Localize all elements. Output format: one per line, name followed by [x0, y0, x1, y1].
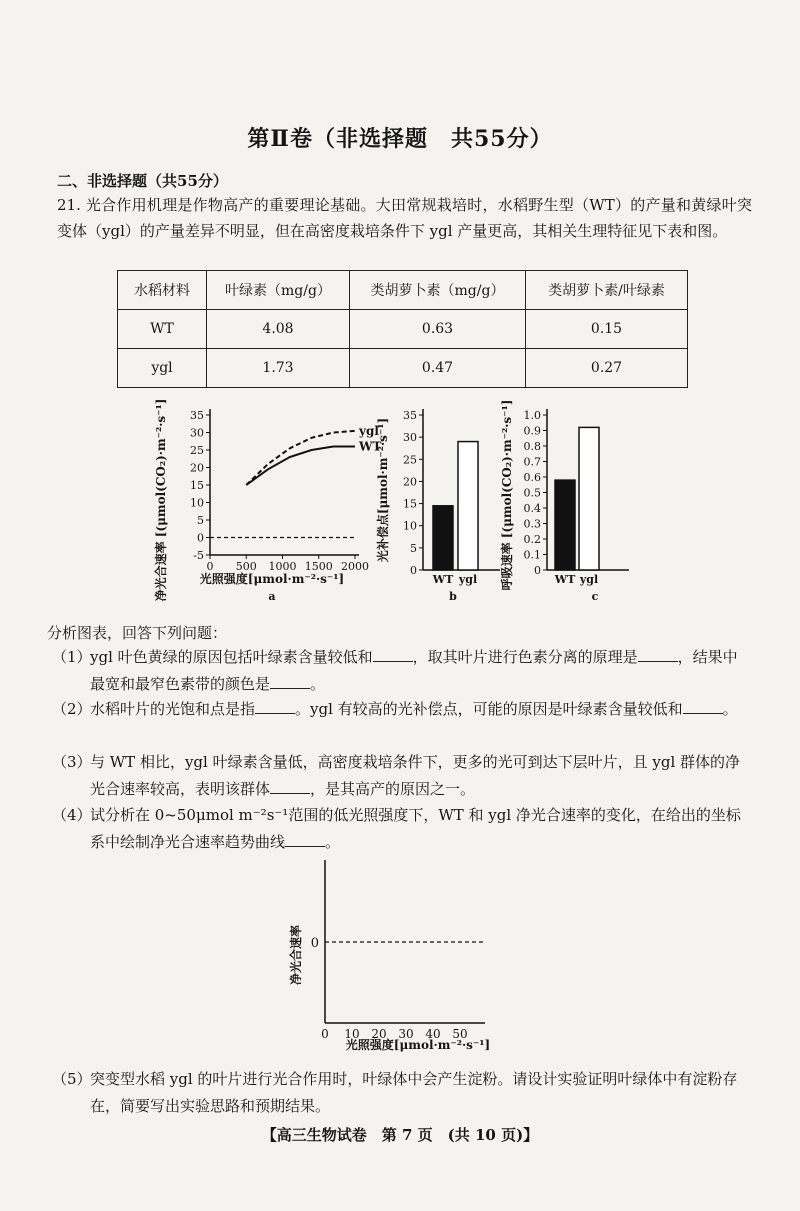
x-tick-label: 0	[321, 1027, 329, 1041]
bar-ygl	[458, 442, 478, 570]
x-tick-label: 2000	[341, 560, 369, 573]
table-header: 水稻材料	[118, 271, 207, 310]
q2-text: 水稻叶片的光饱和点是指	[90, 700, 256, 718]
y-tick-label: 0	[534, 564, 541, 577]
x-tick-label: 50	[452, 1027, 468, 1041]
chart-d-xlabel: 光照强度[μmol·m⁻²·s⁻¹]	[345, 1038, 491, 1052]
subquestion-3	[52, 749, 752, 803]
subquestion-number: （4）	[52, 806, 92, 824]
series-line-ygl	[246, 431, 355, 485]
subquestion-2	[52, 696, 752, 723]
y-tick-label: 0.3	[523, 517, 541, 531]
chart-a	[140, 398, 382, 605]
x-tick-label: 0	[206, 560, 214, 573]
q3-text: ，是其高产的原因之一。	[310, 780, 476, 798]
y-tick-label: 1.0	[523, 409, 541, 422]
chart-d-ylabel: 净光合速率	[289, 924, 303, 986]
chart-d[interactable]	[280, 855, 510, 1055]
q2-text: 。	[722, 700, 738, 718]
subquestion-1	[52, 644, 752, 698]
zero-label: 0	[310, 936, 319, 951]
chart-c	[497, 400, 632, 605]
bar-ygl	[579, 427, 599, 570]
x-tick-label: 1500	[304, 560, 333, 573]
x-tick-label: ygl	[579, 573, 599, 586]
answer-blank[interactable]	[270, 674, 310, 689]
chart-c-title: c	[591, 590, 599, 603]
table-cell: 1.73	[207, 349, 350, 388]
y-tick-label: 0.4	[523, 502, 541, 515]
q1-text: ygl 叶色黄绿的原因包括叶绿素含量较低和	[90, 648, 373, 666]
y-tick-label: 0.5	[523, 486, 541, 500]
chart-a-ylabel: 净光合速率 [(μmol(CO₂)·m⁻²·s⁻¹]	[154, 398, 168, 602]
y-tick-label: 0	[197, 531, 204, 545]
table-cell: 0.15	[526, 310, 688, 349]
table-cell: ygl	[118, 349, 207, 388]
y-tick-label: 15	[190, 479, 204, 492]
q2-text: 。ygl 有较高的光补偿点，可能的原因是叶绿素含量较低和	[295, 700, 683, 718]
y-tick-label: 35	[190, 409, 204, 422]
y-tick-label: 15	[403, 497, 417, 511]
y-tick-label: 25	[190, 444, 204, 457]
subquestion-number: （2）	[52, 700, 92, 718]
table-row	[118, 310, 688, 349]
q4-text: 。	[325, 833, 341, 851]
answer-blank[interactable]	[255, 699, 295, 714]
x-tick-label: 30	[398, 1027, 414, 1041]
bar-WT	[555, 480, 575, 570]
answer-blank[interactable]	[683, 699, 723, 714]
y-tick-label: 25	[403, 453, 417, 467]
q1-text: ，结果中最宽和最窄色素带的颜色是	[90, 648, 738, 693]
chart-a-xlabel: 光照强度[μmol·m⁻²·s⁻¹]	[199, 572, 345, 586]
section-heading: 二、非选择题（共55分）	[57, 172, 228, 190]
y-tick-label: 35	[403, 409, 417, 422]
chart-b-ylabel: 光补偿点[μmol·m⁻²·s⁻¹]	[376, 417, 390, 563]
x-tick-label: 20	[371, 1027, 387, 1041]
y-tick-label: -5	[193, 549, 204, 562]
y-tick-label: 30	[190, 426, 204, 440]
answer-blank[interactable]	[270, 779, 310, 794]
question-intro: 21. 光合作用机理是作物高产的重要理论基础。大田常规栽培时，水稻野生型（WT）的产量和黄绿叶突变体（ygl）的产量差异不明显，但在高密度栽培条件下 ygl 产量更高，其相关生理特征见下表和图。	[57, 196, 752, 240]
subquestion-5	[52, 1066, 752, 1120]
y-tick-label: 5	[197, 514, 204, 527]
y-tick-label: 0.9	[523, 424, 541, 438]
table-header: 类胡萝卜素/叶绿素	[526, 271, 688, 310]
chart-b	[375, 400, 505, 605]
data-table	[117, 270, 688, 388]
answer-blank[interactable]	[285, 832, 325, 847]
x-tick-label: WT	[554, 573, 576, 586]
table-row	[118, 349, 688, 388]
table-header: 叶绿素（mg/g）	[207, 271, 350, 310]
q1-text: 。	[310, 675, 326, 693]
x-tick-label: ygl	[458, 573, 478, 586]
y-tick-label: 0.2	[523, 533, 541, 546]
q4-text: 试分析在 0~50μmol m⁻²s⁻¹范围的低光照强度下，WT 和 ygl 净光合速率的变化，在给出的坐标系中绘制净光合速率趋势曲线	[90, 806, 741, 851]
x-tick-label: WT	[432, 573, 454, 586]
table-cell: 0.63	[350, 310, 526, 349]
y-tick-label: 5	[410, 541, 417, 555]
y-tick-label: 0	[410, 564, 417, 577]
answer-blank[interactable]	[638, 647, 678, 662]
x-tick-label: 10	[344, 1027, 360, 1041]
series-label-WT: WT	[359, 439, 382, 454]
subquestion-number: （1）	[52, 648, 92, 666]
series-label-ygl: ygl	[359, 423, 379, 438]
answer-blank[interactable]	[373, 647, 413, 662]
y-tick-label: 0.8	[523, 440, 541, 453]
y-tick-label: 20	[190, 461, 204, 475]
x-tick-label: 1000	[268, 560, 297, 573]
q3-text: 与 WT 相比，ygl 叶绿素含量低，高密度栽培条件下，更多的光可到达下层叶片，且 ygl 群体的净光合速率较高，表明该群体	[90, 753, 741, 798]
table-cell: 0.47	[350, 349, 526, 388]
chart-c-ylabel: 呼吸速率 [(μmol(CO₂)·m⁻²·s⁻¹]	[500, 399, 514, 591]
chart-b-title: b	[449, 590, 457, 603]
y-tick-label: 20	[403, 475, 417, 489]
questions-lead: 分析图表，回答下列问题：	[47, 624, 228, 642]
table-cell: WT	[118, 310, 207, 349]
y-tick-label: 30	[403, 431, 417, 445]
x-tick-label: 500	[235, 560, 257, 573]
subquestion-number: （5）	[52, 1070, 92, 1088]
subquestion-4	[52, 802, 752, 856]
y-tick-label: 0.7	[523, 455, 541, 469]
q1-text: ，取其叶片进行色素分离的原理是	[412, 648, 638, 666]
q5-text: 突变型水稻 ygl 的叶片进行光合作用时，叶绿体中会产生淀粉。请设计实验证明叶绿体中有淀粉存在，简要写出实验思路和预期结果。	[90, 1070, 738, 1115]
table-header-row	[118, 271, 688, 310]
series-line-WT	[246, 447, 355, 486]
page-title: 第Ⅱ卷（非选择题 共55分）	[247, 126, 553, 152]
y-tick-label: 0.6	[523, 471, 541, 484]
x-tick-label: 40	[425, 1027, 441, 1041]
y-tick-label: 10	[190, 496, 204, 510]
y-tick-label: 10	[403, 519, 417, 533]
table-cell: 0.27	[526, 349, 688, 388]
y-tick-label: 0.1	[523, 548, 541, 562]
subquestion-number: （3）	[52, 753, 92, 771]
chart-a-title: a	[268, 590, 276, 603]
page-footer: 【高三生物试卷 第 7 页 (共 10 页)】	[261, 1126, 539, 1144]
table-cell: 4.08	[207, 310, 350, 349]
table-header: 类胡萝卜素（mg/g）	[350, 271, 526, 310]
bar-WT	[433, 506, 453, 570]
